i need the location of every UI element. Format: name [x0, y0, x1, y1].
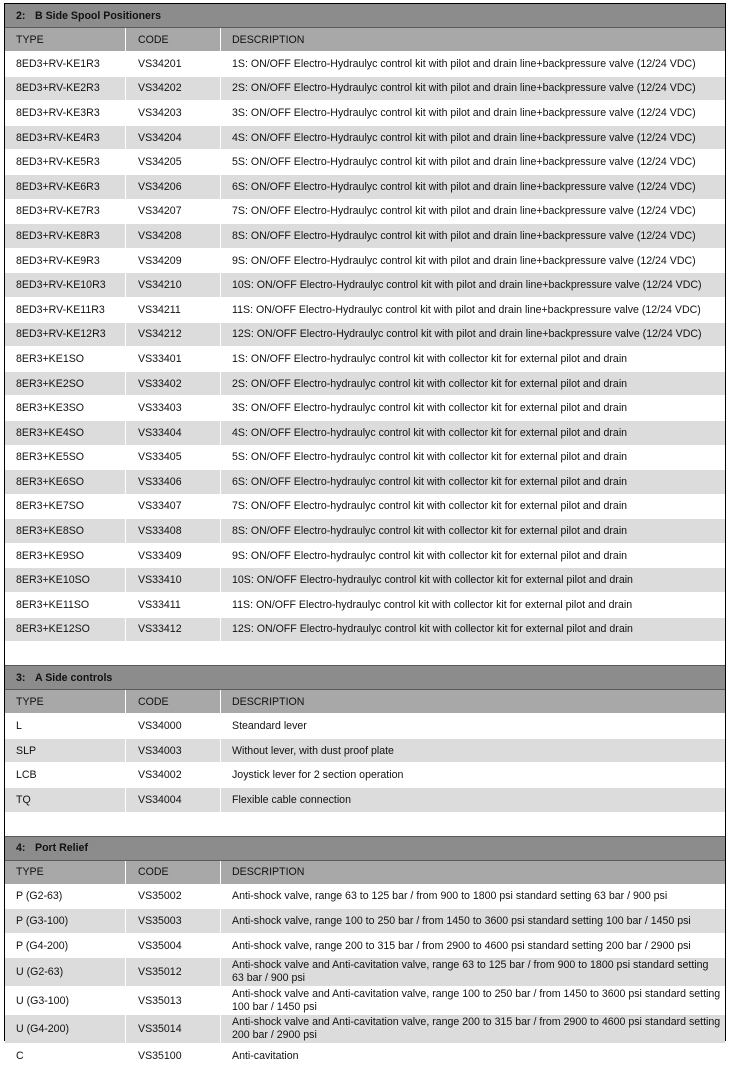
cell-code: VS35012	[126, 958, 221, 986]
cell-code: VS33411	[126, 593, 221, 617]
cell-description: 11S: ON/OFF Electro-Hydraulyc control kit with pilot and drain line+backpressure valve (12/24 VDC)	[232, 303, 701, 316]
cell-code: VS34211	[126, 298, 221, 322]
cell-type: 8ED3+RV-KE12R3	[5, 323, 126, 347]
cell-type: 8ED3+RV-KE6R3	[5, 175, 126, 199]
table-row	[5, 934, 725, 959]
table-row	[5, 446, 725, 471]
cell-code: VS33406	[126, 470, 221, 494]
cell-code: VS35013	[126, 987, 221, 1015]
cell-description: 6S: ON/OFF Electro-hydraulyc control kit with collector kit for external pilot and drain	[232, 475, 628, 488]
cell-description: 4S: ON/OFF Electro-hydraulyc control kit with collector kit for external pilot and drain	[232, 426, 628, 439]
cell-type: LCB	[5, 763, 126, 787]
column-header-row	[5, 690, 725, 714]
table-row	[5, 347, 725, 372]
cell-type: 8ED3+RV-KE7R3	[5, 200, 126, 224]
cell-description: 3S: ON/OFF Electro-hydraulyc control kit with collector kit for external pilot and drain	[232, 402, 628, 415]
cell-code: VS33412	[126, 618, 221, 642]
section-title: B Side Spool Positioners	[35, 9, 161, 22]
cell-description: 2S: ON/OFF Electro-hydraulyc control kit with collector kit for external pilot and drain	[232, 377, 628, 390]
cell-description: 2S: ON/OFF Electro-Hydraulyc control kit with pilot and drain line+backpressure valve (12/24 VDC)	[232, 82, 696, 95]
cell-description: Flexible cable connection	[232, 793, 351, 806]
table-row	[5, 568, 725, 593]
cell-code: VS35003	[126, 909, 221, 933]
header-description: DESCRIPTION	[232, 33, 305, 46]
column-header-row	[5, 28, 725, 52]
cell-type: L	[5, 714, 126, 738]
cell-description: Joystick lever for 2 section operation	[232, 769, 404, 782]
cell-type: 8ED3+RV-KE3R3	[5, 101, 126, 125]
header-type: TYPE	[5, 28, 126, 51]
cell-code: VS33404	[126, 421, 221, 445]
cell-type: 8ER3+KE6SO	[5, 470, 126, 494]
cell-description: 10S: ON/OFF Electro-hydraulyc control kit with collector kit for external pilot and drain	[232, 574, 633, 587]
cell-code: VS34201	[126, 52, 221, 76]
cell-code: VS34004	[126, 788, 221, 812]
table-row	[5, 544, 725, 569]
cell-type: 8ED3+RV-KE8R3	[5, 224, 126, 248]
cell-type: 8ED3+RV-KE10R3	[5, 273, 126, 297]
column-header-row	[5, 861, 725, 885]
section-3	[5, 666, 725, 812]
parts-table	[5, 4, 725, 1069]
cell-type: P (G4-200)	[5, 934, 126, 958]
table-row	[5, 175, 725, 200]
cell-description: 11S: ON/OFF Electro-hydraulyc control kit with collector kit for external pilot and drain	[232, 598, 633, 611]
table-row	[5, 224, 725, 249]
table-row	[5, 101, 725, 126]
cell-code: VS34207	[126, 200, 221, 224]
cell-description: 6S: ON/OFF Electro-Hydraulyc control kit with pilot and drain line+backpressure valve (12/24 VDC)	[232, 180, 696, 193]
table-row	[5, 396, 725, 421]
table-row	[5, 788, 725, 813]
cell-description: Anti-shock valve, range 200 to 315 bar / from 2900 to 4600 psi standard setting 200 bar / 2900 psi	[232, 939, 691, 952]
cell-type: U (G3-100)	[5, 987, 126, 1015]
cell-code: VS35004	[126, 934, 221, 958]
section-number: 3:	[16, 671, 26, 684]
cell-type: SLP	[5, 739, 126, 763]
cell-description: 12S: ON/OFF Electro-Hydraulyc control kit with pilot and drain line+backpressure valve (12/24 VDC)	[232, 328, 702, 341]
cell-code: VS34210	[126, 273, 221, 297]
cell-description: Anti-shock valve, range 63 to 125 bar / from 900 to 1800 psi standard setting 63 bar / 900 psi	[232, 890, 668, 903]
cell-description: 5S: ON/OFF Electro-Hydraulyc control kit with pilot and drain line+backpressure valve (12/24 VDC)	[232, 156, 696, 169]
cell-type: C	[5, 1044, 126, 1068]
cell-type: 8ED3+RV-KE4R3	[5, 126, 126, 150]
cell-code: VS34203	[126, 101, 221, 125]
cell-code: VS33410	[126, 568, 221, 592]
cell-type: 8ED3+RV-KE1R3	[5, 52, 126, 76]
cell-code: VS33409	[126, 544, 221, 568]
table-row	[5, 126, 725, 151]
header-code: CODE	[126, 861, 221, 884]
table-row	[5, 593, 725, 618]
header-description: DESCRIPTION	[232, 695, 305, 708]
cell-code: VS34209	[126, 249, 221, 273]
cell-type: 8ED3+RV-KE2R3	[5, 77, 126, 101]
cell-type: 8ER3+KE10SO	[5, 568, 126, 592]
cell-code: VS33403	[126, 396, 221, 420]
table-row	[5, 77, 725, 102]
section-title: Port Relief	[35, 842, 88, 855]
table-row	[5, 763, 725, 788]
cell-code: VS35014	[126, 1015, 221, 1043]
cell-description: 10S: ON/OFF Electro-Hydraulyc control kit with pilot and drain line+backpressure valve (12/24 VDC)	[232, 279, 702, 292]
section-number: 4:	[16, 842, 26, 855]
cell-description: 4S: ON/OFF Electro-Hydraulyc control kit with pilot and drain line+backpressure valve (12/24 VDC)	[232, 131, 696, 144]
header-type: TYPE	[5, 861, 126, 884]
section-title-bar	[5, 4, 725, 28]
section-title: A Side controls	[35, 671, 113, 684]
cell-description: Anti-shock valve, range 100 to 250 bar / from 1450 to 3600 psi standard setting 100 bar / 1450 psi	[232, 915, 691, 928]
cell-code: VS33405	[126, 446, 221, 470]
cell-code: VS34000	[126, 714, 221, 738]
table-row	[5, 1044, 725, 1069]
table-row	[5, 249, 725, 274]
table-row	[5, 298, 725, 323]
cell-description: 7S: ON/OFF Electro-hydraulyc control kit with collector kit for external pilot and drain	[232, 500, 628, 513]
table-row	[5, 958, 725, 987]
cell-code: VS34205	[126, 150, 221, 174]
cell-description: 9S: ON/OFF Electro-hydraulyc control kit with collector kit for external pilot and drain	[232, 549, 628, 562]
section-title-bar	[5, 666, 725, 690]
section-title-bar	[5, 837, 725, 861]
header-code: CODE	[126, 28, 221, 51]
cell-type: 8ED3+RV-KE9R3	[5, 249, 126, 273]
section-4	[5, 837, 725, 1069]
cell-description: 7S: ON/OFF Electro-Hydraulyc control kit with pilot and drain line+backpressure valve (12/24 VDC)	[232, 205, 696, 218]
cell-type: P (G3-100)	[5, 909, 126, 933]
table-row	[5, 150, 725, 175]
section-2	[5, 4, 725, 642]
cell-type: 8ER3+KE2SO	[5, 372, 126, 396]
cell-type: 8ER3+KE5SO	[5, 446, 126, 470]
header-description: DESCRIPTION	[232, 866, 305, 879]
section-spacer	[5, 813, 725, 837]
cell-type: 8ER3+KE7SO	[5, 495, 126, 519]
table-row	[5, 618, 725, 643]
cell-description: Anti-shock valve and Anti-cavitation valve, range 100 to 250 bar / from 1450 to 3600 psi standard setting 100 bar / 1450 psi	[232, 987, 721, 1013]
cell-type: 8ER3+KE3SO	[5, 396, 126, 420]
table-row	[5, 273, 725, 298]
header-code: CODE	[126, 690, 221, 713]
table-row	[5, 52, 725, 77]
cell-description: 5S: ON/OFF Electro-hydraulyc control kit with collector kit for external pilot and drain	[232, 451, 628, 464]
cell-type: U (G2-63)	[5, 958, 126, 986]
cell-description: 1S: ON/OFF Electro-Hydraulyc control kit with pilot and drain line+backpressure valve (12/24 VDC)	[232, 57, 696, 70]
table-row	[5, 987, 725, 1016]
cell-type: 8ER3+KE8SO	[5, 519, 126, 543]
cell-description: 9S: ON/OFF Electro-Hydraulyc control kit with pilot and drain line+backpressure valve (12/24 VDC)	[232, 254, 696, 267]
cell-type: TQ	[5, 788, 126, 812]
cell-type: 8ED3+RV-KE11R3	[5, 298, 126, 322]
cell-code: VS33408	[126, 519, 221, 543]
table-row	[5, 519, 725, 544]
cell-code: VS34208	[126, 224, 221, 248]
cell-description: 8S: ON/OFF Electro-Hydraulyc control kit with pilot and drain line+backpressure valve (12/24 VDC)	[232, 229, 696, 242]
document-page	[4, 3, 726, 1062]
table-row	[5, 200, 725, 225]
table-row	[5, 885, 725, 910]
cell-type: 8ER3+KE11SO	[5, 593, 126, 617]
table-row	[5, 372, 725, 397]
table-row	[5, 421, 725, 446]
section-number: 2:	[16, 9, 26, 22]
cell-code: VS34002	[126, 763, 221, 787]
cell-type: P (G2-63)	[5, 885, 126, 909]
table-row	[5, 1015, 725, 1044]
section-spacer	[5, 642, 725, 666]
table-row	[5, 739, 725, 764]
cell-type: 8ER3+KE12SO	[5, 618, 126, 642]
cell-description: Anti-shock valve and Anti-cavitation valve, range 200 to 315 bar / from 2900 to 4600 psi standard setting 200 bar / 2900 psi	[232, 1016, 721, 1042]
cell-description: 8S: ON/OFF Electro-hydraulyc control kit with collector kit for external pilot and drain	[232, 525, 628, 538]
table-row	[5, 323, 725, 348]
table-row	[5, 470, 725, 495]
cell-code: VS34204	[126, 126, 221, 150]
cell-description: Steandard lever	[232, 720, 307, 733]
cell-code: VS33402	[126, 372, 221, 396]
cell-code: VS33401	[126, 347, 221, 371]
cell-type: 8ER3+KE1SO	[5, 347, 126, 371]
cell-description: 12S: ON/OFF Electro-hydraulyc control kit with collector kit for external pilot and drain	[232, 623, 633, 636]
table-row	[5, 714, 725, 739]
cell-code: VS34206	[126, 175, 221, 199]
cell-code: VS35002	[126, 885, 221, 909]
cell-type: 8ER3+KE9SO	[5, 544, 126, 568]
cell-description: Anti-shock valve and Anti-cavitation valve, range 63 to 125 bar / from 900 to 1800 psi standard setting 63 bar / 900 psi	[232, 959, 709, 985]
cell-type: 8ED3+RV-KE5R3	[5, 150, 126, 174]
table-row	[5, 495, 725, 520]
cell-description: 1S: ON/OFF Electro-hydraulyc control kit with collector kit for external pilot and drain	[232, 352, 628, 365]
cell-code: VS34212	[126, 323, 221, 347]
cell-description: 3S: ON/OFF Electro-Hydraulyc control kit with pilot and drain line+backpressure valve (12/24 VDC)	[232, 106, 696, 119]
cell-code: VS35100	[126, 1044, 221, 1068]
header-type: TYPE	[5, 690, 126, 713]
cell-description: Anti-cavitation	[232, 1049, 299, 1062]
cell-code: VS34003	[126, 739, 221, 763]
cell-type: 8ER3+KE4SO	[5, 421, 126, 445]
table-row	[5, 909, 725, 934]
cell-code: VS33407	[126, 495, 221, 519]
cell-code: VS34202	[126, 77, 221, 101]
cell-type: U (G4-200)	[5, 1015, 126, 1043]
cell-description: Without lever, with dust proof plate	[232, 744, 394, 757]
